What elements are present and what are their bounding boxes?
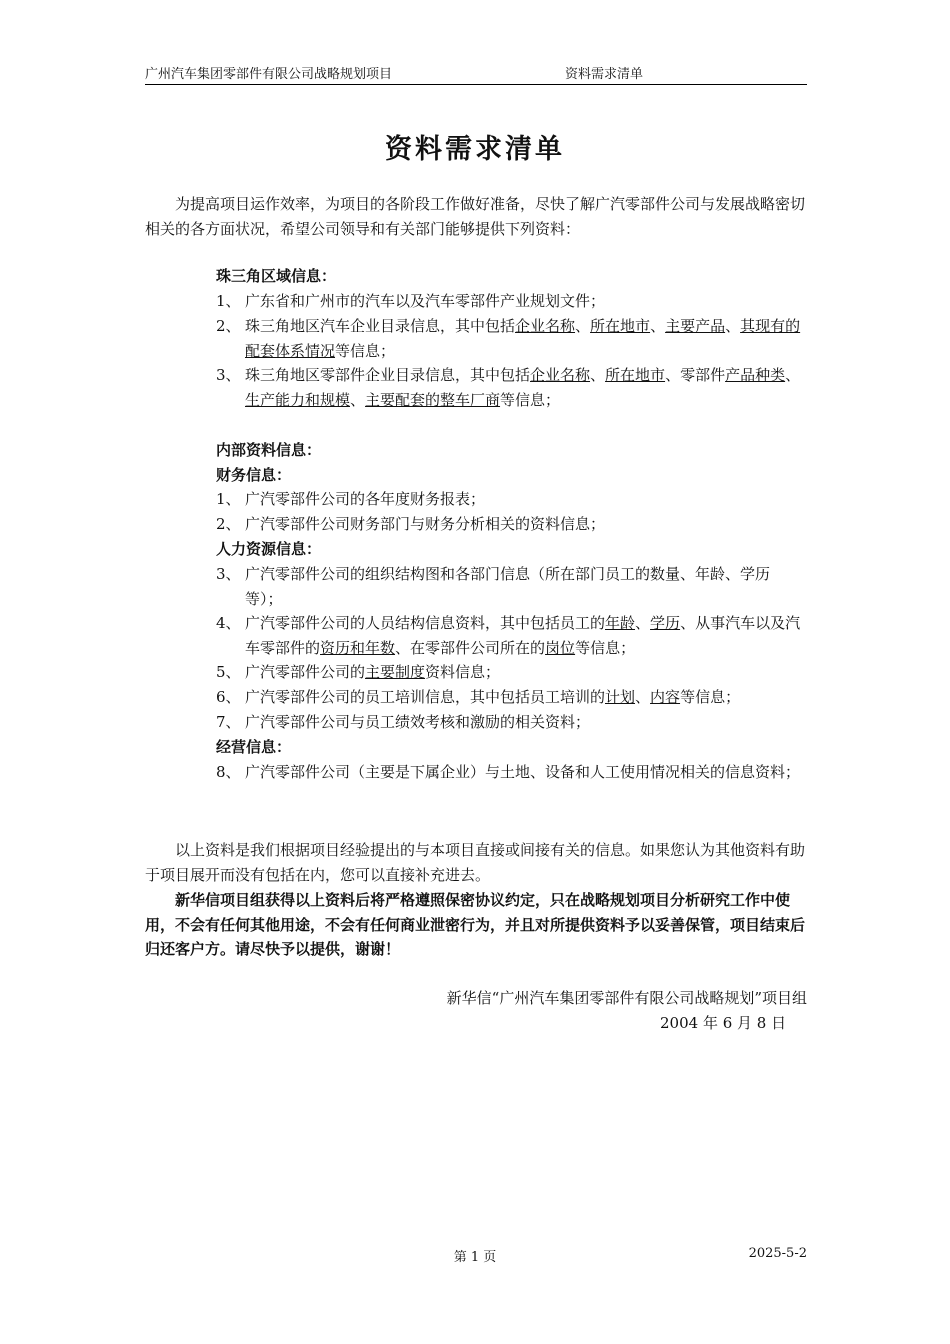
list-item-2-7 [216,710,807,735]
header-project-name: 广州汽车集团零部件有限公司战略规划项目 [145,67,393,82]
list-number: 6、 [216,688,241,706]
list-number: 2、 [216,515,241,533]
list-item-2-3 [216,562,807,611]
list-item-1-3 [216,363,807,412]
list-number: 2、 [216,317,241,335]
footer-date: 2025-5-2 [748,1246,807,1261]
confidentiality-notice: 新华信项目组获得以上资料后将严格遵照保密协议约定，只在战略规划项目分析研究工作中使用，不会有任何其他用途，不会有任何商业泄密行为，并且对所提供资料予以妥善保管，项目结束后归还客户方。请尽快予以提供，谢谢！ [145,891,806,958]
list-text: 广汽零部件公司的主要制度资料信息； [245,663,501,681]
list-text: 广汽零部件公司的各年度财务报表； [245,490,486,508]
page-title: 资料需求清单 [385,134,565,165]
finance-heading: 财务信息： [216,466,292,484]
page-header [145,66,807,85]
list-number: 5、 [216,663,241,681]
document-date: 2004 年 6 月 8 日 [660,1014,787,1032]
list-item-1-1 [216,289,807,314]
list-number: 3、 [216,565,241,583]
list-number: 1、 [216,292,241,310]
list-text: 广汽零部件公司的组织结构图和各部门信息（所在部门员工的数量、年龄、学历等）； [245,565,771,608]
list-item-2-6 [216,685,807,710]
intro-paragraph: 为提高项目运作效率，为项目的各阶段工作做好准备，尽快了解广汽零部件公司与发展战略密切相关的各方面状况，希望公司领导和有关部门能够提供下列资料： [145,195,806,238]
list-item-1-2 [216,314,807,363]
hr-heading: 人力资源信息： [216,540,322,558]
section-prd-heading: 珠三角区域信息： [216,267,337,285]
list-item-2-4 [216,611,807,660]
list-number: 3、 [216,366,241,384]
header-doc-name: 资料需求清单 [565,67,644,82]
footer-page-number: 第 1 页 [453,1250,497,1265]
list-text: 广汽零部件公司的人员结构信息资料，其中包括员工的年龄、学历、从事汽车以及汽车零部件的资历和年数、在零部件公司所在的岗位等信息； [245,614,801,657]
closing-paragraph: 以上资料是我们根据项目经验提出的与本项目直接或间接有关的信息。如果您认为其他资料有助于项目展开而没有包括在内，您可以直接补充进去。 [145,841,806,884]
list-item-2-2 [216,512,807,537]
signature: 新华信“广州汽车集团零部件有限公司战略规划”项目组 [446,989,807,1007]
list-text: 珠三角地区汽车企业目录信息，其中包括企业名称、所在地市、主要产品、其现有的配套体系情况等信息； [245,317,801,360]
list-text: 广汽零部件公司财务部门与财务分析相关的资料信息； [245,515,606,533]
list-item-2-8 [216,760,807,785]
list-text: 珠三角地区零部件企业目录信息，其中包括企业名称、所在地市、零部件产品种类、生产能力和规模、主要配套的整车厂商等信息； [245,366,801,409]
list-text: 广汽零部件公司（主要是下属企业）与土地、设备和人工使用情况相关的信息资料； [245,763,801,781]
list-text: 广东省和广州市的汽车以及汽车零部件产业规划文件； [245,292,606,310]
list-number: 8、 [216,763,241,781]
list-item-2-1 [216,487,807,512]
section-internal-heading: 内部资料信息： [216,441,322,459]
list-text: 广汽零部件公司的员工培训信息，其中包括员工培训的计划、内容等信息； [245,688,741,706]
list-number: 4、 [216,614,241,632]
operations-heading: 经营信息： [216,738,292,756]
list-number: 7、 [216,713,241,731]
list-item-2-5 [216,660,807,685]
list-text: 广汽零部件公司与员工绩效考核和激励的相关资料； [245,713,591,731]
list-number: 1、 [216,490,241,508]
